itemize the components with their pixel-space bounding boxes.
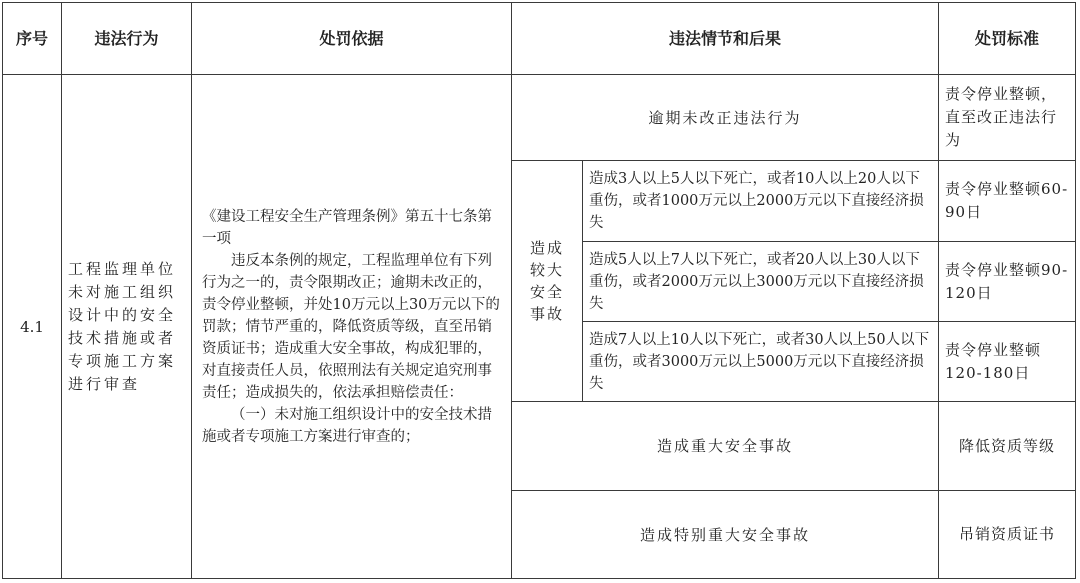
circumstance-major-3: 造成7人以上10人以下死亡，或者30人以上50人以下重伤，或者3000万元以上5000万元以下直接经济损失	[583, 322, 939, 402]
header-basis: 处罚依据	[192, 3, 512, 75]
penalty-extraordinary: 吊销资质证书	[939, 491, 1076, 579]
circumstance-serious: 造成重大安全事故	[512, 402, 939, 491]
table-row	[3, 75, 1076, 161]
penalty-major-3: 责令停业整顿120-180日	[939, 322, 1076, 402]
header-circumstances: 违法情节和后果	[512, 3, 939, 75]
group-major-accident: 造成较大安全事故	[512, 161, 583, 402]
penalty-major-2: 责令停业整顿90-120日	[939, 242, 1076, 322]
header-standard: 处罚标准	[939, 3, 1076, 75]
circumstance-major-2: 造成5人以上7人以下死亡，或者20人以上30人以下重伤，或者2000万元以上3000万元以下直接经济损失	[583, 242, 939, 322]
circumstance-major-1: 造成3人以上5人以下死亡，或者10人以上20人以下重伤，或者1000万元以上2000万元以下直接经济损失	[583, 161, 939, 242]
table-header-row	[3, 3, 1076, 75]
basis-clause: 违反本条例的规定，工程监理单位有下列行为之一的，责令限期改正；逾期未改正的，责令停业整顿，并处10万元以上30万元以下的罚款；情节严重的，降低资质等级，直至吊销资质证书；造成重大安全事故，构成犯罪的，对直接责任人员，依照刑法有关规定追究刑事责任；造成损失的，依法承担赔偿责任：	[202, 252, 500, 401]
penalty-standard-table	[2, 2, 1076, 579]
row-basis	[192, 75, 512, 579]
penalty-major-1: 责令停业整顿60-90日	[939, 161, 1076, 242]
circumstance-extraordinary: 造成特别重大安全事故	[512, 491, 939, 579]
penalty-overdue: 责令停业整顿，直至改正违法行为	[939, 75, 1076, 161]
header-violation: 违法行为	[62, 3, 192, 75]
basis-citation: 《建设工程安全生产管理条例》第五十七条第一项	[202, 208, 492, 247]
penalty-serious: 降低资质等级	[939, 402, 1076, 491]
circumstance-overdue: 逾期未改正违法行为	[512, 75, 939, 161]
row-seq: 4.1	[3, 75, 62, 579]
row-violation: 工程监理单位未对施工组织设计中的安全技术措施或者专项施工方案进行审查	[62, 75, 192, 579]
header-seq: 序号	[3, 3, 62, 75]
basis-item: （一）未对施工组织设计中的安全技术措施或者专项施工方案进行审查的；	[202, 406, 492, 445]
